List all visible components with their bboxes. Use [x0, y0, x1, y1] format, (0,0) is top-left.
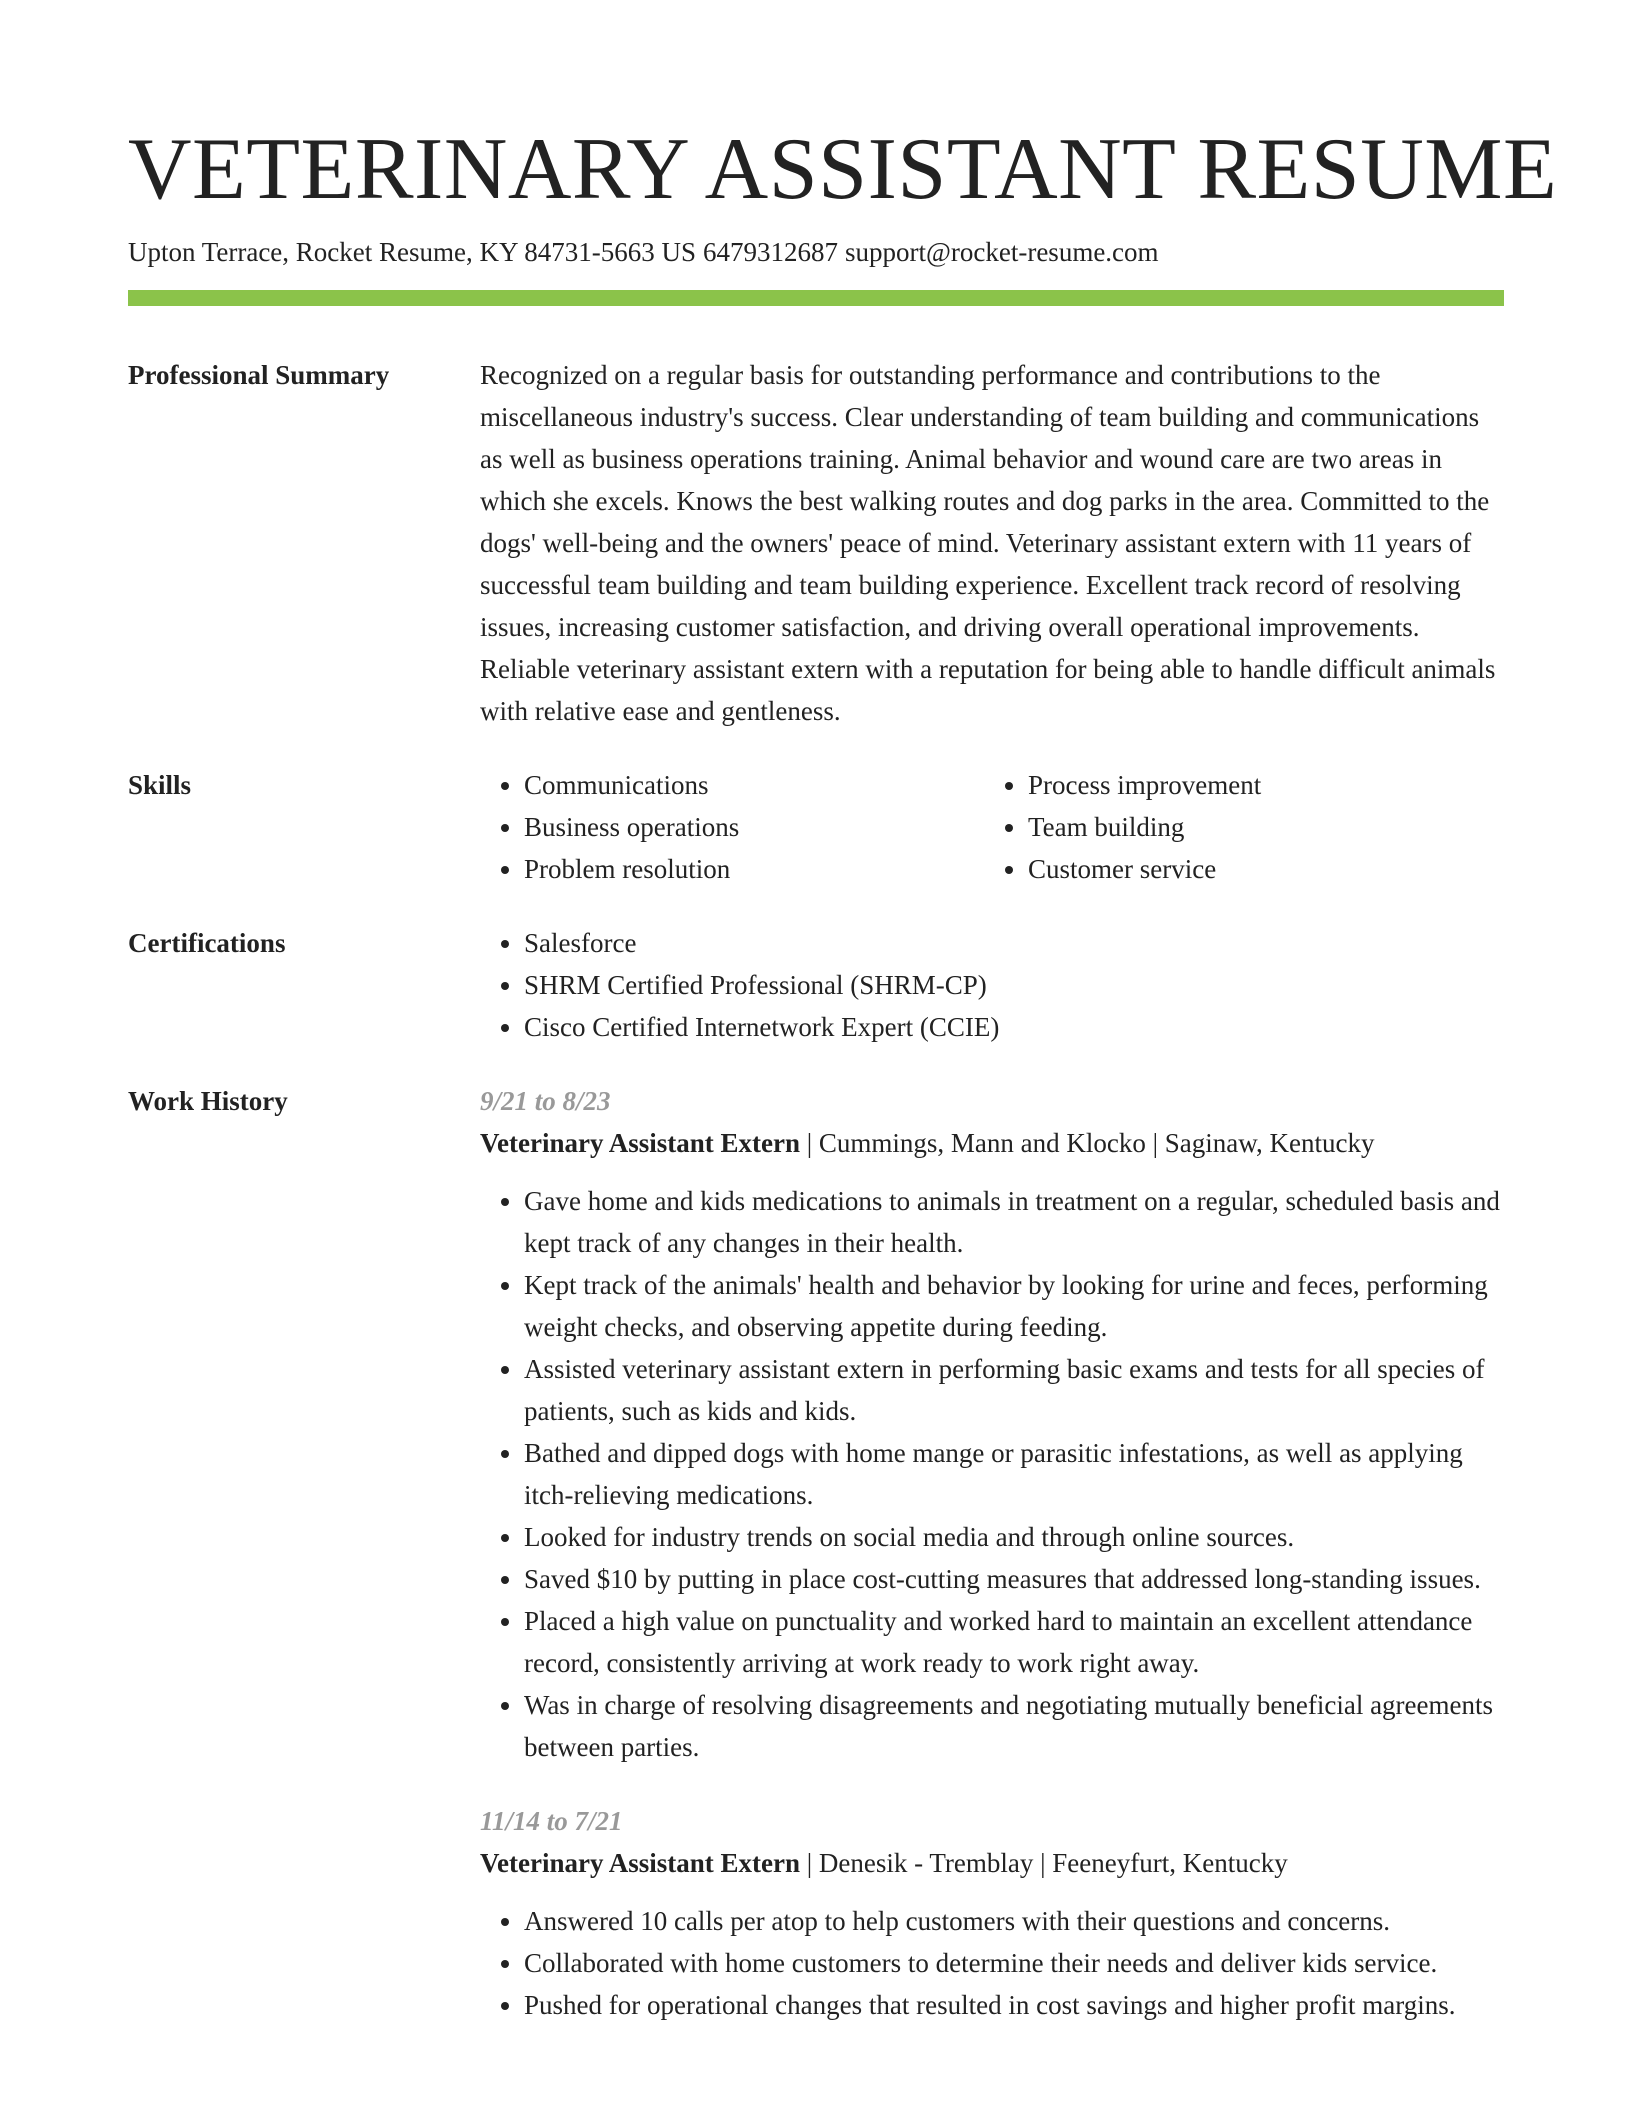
job-bullets — [480, 1180, 1504, 1768]
work-history-content — [480, 1080, 1504, 2026]
cert-item: • Salesforce — [524, 922, 1504, 964]
job-entry — [480, 1080, 1504, 1768]
job-bullet: • Pushed for operational changes that resulted in cost savings and higher profit margins. — [524, 1984, 1504, 2026]
job-location: Saginaw, Kentucky — [1164, 1128, 1375, 1158]
section-summary — [128, 354, 1504, 732]
job-bullet: • Bathed and dipped dogs with home mange or parasitic infestations, as well as applying itch-relieving medications. — [524, 1432, 1504, 1516]
job-location: Feeneyfurt, Kentucky — [1052, 1848, 1288, 1878]
contact-line — [128, 234, 1504, 270]
skill-item: • Communications — [524, 764, 984, 806]
skill-item: • Business operations — [524, 806, 984, 848]
section-label: Skills — [128, 770, 192, 800]
section-label: Work History — [128, 1086, 288, 1116]
job-bullet: • Assisted veterinary assistant extern in performing basic exams and tests for all species of patients, such as kids and kids. — [524, 1348, 1504, 1432]
job-bullet: • Kept track of the animals' health and behavior by looking for urine and feces, performing weight checks, and observing appetite during feeding. — [524, 1264, 1504, 1348]
skill-item: • Customer service — [1028, 848, 1488, 890]
phone: 6479312687 — [703, 237, 839, 267]
job-bullet: • Placed a high value on punctuality and worked hard to maintain an excellent attendance record, consistently arriving at work ready to work right away. — [524, 1600, 1504, 1684]
separator: | — [1040, 1848, 1053, 1878]
section-label: Certifications — [128, 928, 286, 958]
job-company: Denesik - Tremblay — [818, 1848, 1034, 1878]
summary-paragraph: Recognized on a regular basis for outstanding performance and contributions to the miscellaneous industry's success. Clear understanding of team building and communications as well as business operations training. Animal behavior and wound care are two areas in which she excels. Knows the best walking routes and dog parks in the area. Committed to the dogs' well-being and the owners' peace of mind. Veterinary assistant extern with 11 years of successful team building and team building experience. Excellent track record of resolving issues, increasing customer satisfaction, and driving overall operational improvements. Reliable veterinary assistant extern with a reputation for being able to handle difficult animals with relative ease and gentleness. — [480, 360, 1496, 726]
job-title: Veterinary Assistant Extern — [480, 1128, 800, 1158]
certifications-list — [480, 922, 1504, 1048]
job-bullets — [480, 1900, 1504, 2026]
skills-grid — [480, 764, 1504, 890]
separator: | — [1152, 1128, 1165, 1158]
skills-column-right — [984, 764, 1488, 890]
cert-item: • SHRM Certified Professional (SHRM-CP) — [524, 964, 1504, 1006]
job-dates: 9/21 to 8/23 — [480, 1086, 611, 1116]
page-title: VETERINARY ASSISTANT RESUME — [128, 121, 1558, 218]
section-work-history — [128, 1080, 1504, 2026]
skill-item: • Team building — [1028, 806, 1488, 848]
job-bullet: • Gave home and kids medications to animals in treatment on a regular, scheduled basis and kept track of any changes in their health. — [524, 1180, 1504, 1264]
separator: | — [806, 1128, 819, 1158]
section-skills — [128, 764, 1504, 890]
skill-item: • Problem resolution — [524, 848, 984, 890]
accent-divider — [128, 290, 1504, 306]
separator: | — [806, 1848, 819, 1878]
section-label: Professional Summary — [128, 360, 390, 390]
address: Upton Terrace, Rocket Resume, KY 84731-5663 US — [128, 237, 697, 267]
skills-column-left — [480, 764, 984, 890]
job-bullet: • Collaborated with home customers to determine their needs and deliver kids service. — [524, 1942, 1504, 1984]
job-bullet: • Looked for industry trends on social media and through online sources. — [524, 1516, 1504, 1558]
email: support@rocket-resume.com — [845, 237, 1159, 267]
job-dates: 11/14 to 7/21 — [480, 1806, 623, 1836]
job-bullet: • Saved $10 by putting in place cost-cutting measures that addressed long-standing issues. — [524, 1558, 1504, 1600]
job-title: Veterinary Assistant Extern — [480, 1848, 800, 1878]
job-bullet: • Answered 10 calls per atop to help customers with their questions and concerns. — [524, 1900, 1504, 1942]
job-heading — [480, 1122, 1504, 1164]
resume-page — [128, 118, 1558, 2026]
job-bullet: • Was in charge of resolving disagreements and negotiating mutually beneficial agreements between parties. — [524, 1684, 1504, 1768]
job-company: Cummings, Mann and Klocko — [818, 1128, 1146, 1158]
job-heading — [480, 1842, 1504, 1884]
cert-list — [480, 922, 1504, 1048]
job-entry — [480, 1800, 1504, 2026]
section-certifications — [128, 922, 1504, 1048]
skill-item: • Process improvement — [1028, 764, 1488, 806]
summary-text — [480, 354, 1504, 732]
cert-item: • Cisco Certified Internetwork Expert (CCIE) — [524, 1006, 1504, 1048]
